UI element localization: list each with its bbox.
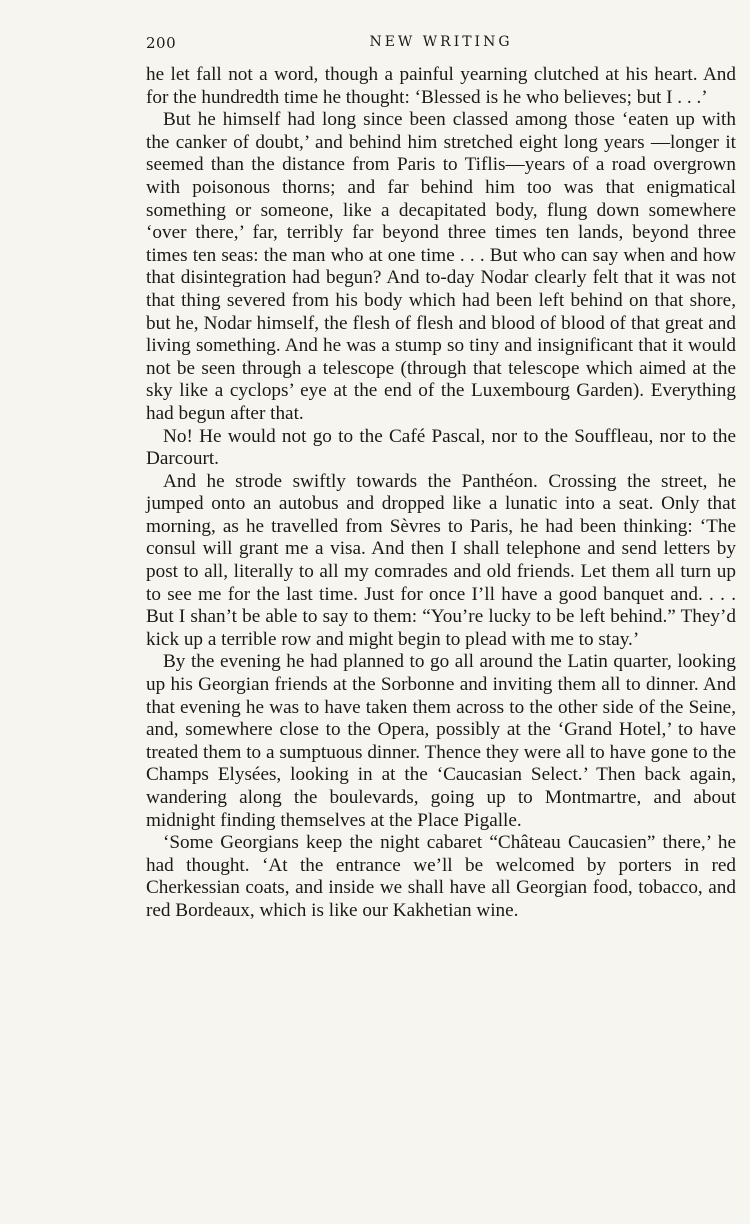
paragraph-6: ‘Some Georgians keep the night cabaret “Château Caucasien” there,’ he had thought. ‘At the entrance we’ll be welcomed by porters in red Cherkessian coats, and inside we shall have all Georgian food, tobacco, and red Bordeaux, which is like our Kakhetian wine. <box>146 832 736 921</box>
page-number: 200 <box>146 34 177 52</box>
page-header <box>146 34 736 56</box>
paragraph-4: And he strode swiftly towards the Panthéon. Crossing the street, he jumped onto an autobus and dropped like a lunatic into a seat. Only that morning, as he travelled from Sèvres to Paris, he had been thinking: ‘The consul will grant me a visa. And then I shall telephone and send letters by post to all, literally to all my comrades and old friends. Let them all turn up to see me for the last time. Just for once I’ll have a good banquet and. . . . But I shan’t be able to say to them: “You’re lucky to be left behind.” They’d kick up a terrible row and might begin to plead with me to stay.’ <box>146 470 736 650</box>
paragraph-3: No! He would not go to the Café Pascal, nor to the Soufflеau, nor to the Darcourt. <box>146 425 736 470</box>
paragraph-2: But he himself had long since been classed among those ‘eaten up with the canker of doubt,’ and behind him stretched eight long years —longer it seemed than the distance from Paris to Tiflis—years of a road overgrown with poisonous thorns; and far behind him too was that enigmatical something or someone, like a decapitated body, flung down somewhere ‘over there,’ far, terribly far beyond three times ten lands, beyond three times ten seas: the man who at one time . . . But who can say when and how that disintegration had begun? And to-day Nodar clearly felt that it was not that thing severed from his body which had been left behind on that shore, but he, Nodar himself, the flesh of flesh and blood of blood of that great and living something. And he was a stump so tiny and insignificant that it would not be seen through a telescope (through that telescope which aimed at the sky like a cyclops’ eye at the end of the Luxembourg Garden). Everything had begun after that. <box>146 109 736 424</box>
running-title: NEW WRITING <box>369 34 513 50</box>
paragraph-1: he let fall not a word, though a painful yearning clutched at his heart. And for the hundredth time he thought: ‘Blessed is he who believes; but I . . .’ <box>146 64 736 108</box>
body-text <box>146 64 736 923</box>
paragraph-5: By the evening he had planned to go all around the Latin quarter, looking up his Georgian friends at the Sorbonne and inviting them all to dinner. And that evening he was to have taken them across to the other side of the Seine, and, somewhere close to the Opera, possibly at the ‘Grand Hotel,’ to have treated them to a sumptuous dinner. Thence they were all to have gone to the Champs Elysées, looking in at the ‘Caucasian Select.’ Then back again, wandering along the boulevards, going up to Montmartre, and about midnight finding themselves at the Place Pigalle. <box>146 651 736 831</box>
